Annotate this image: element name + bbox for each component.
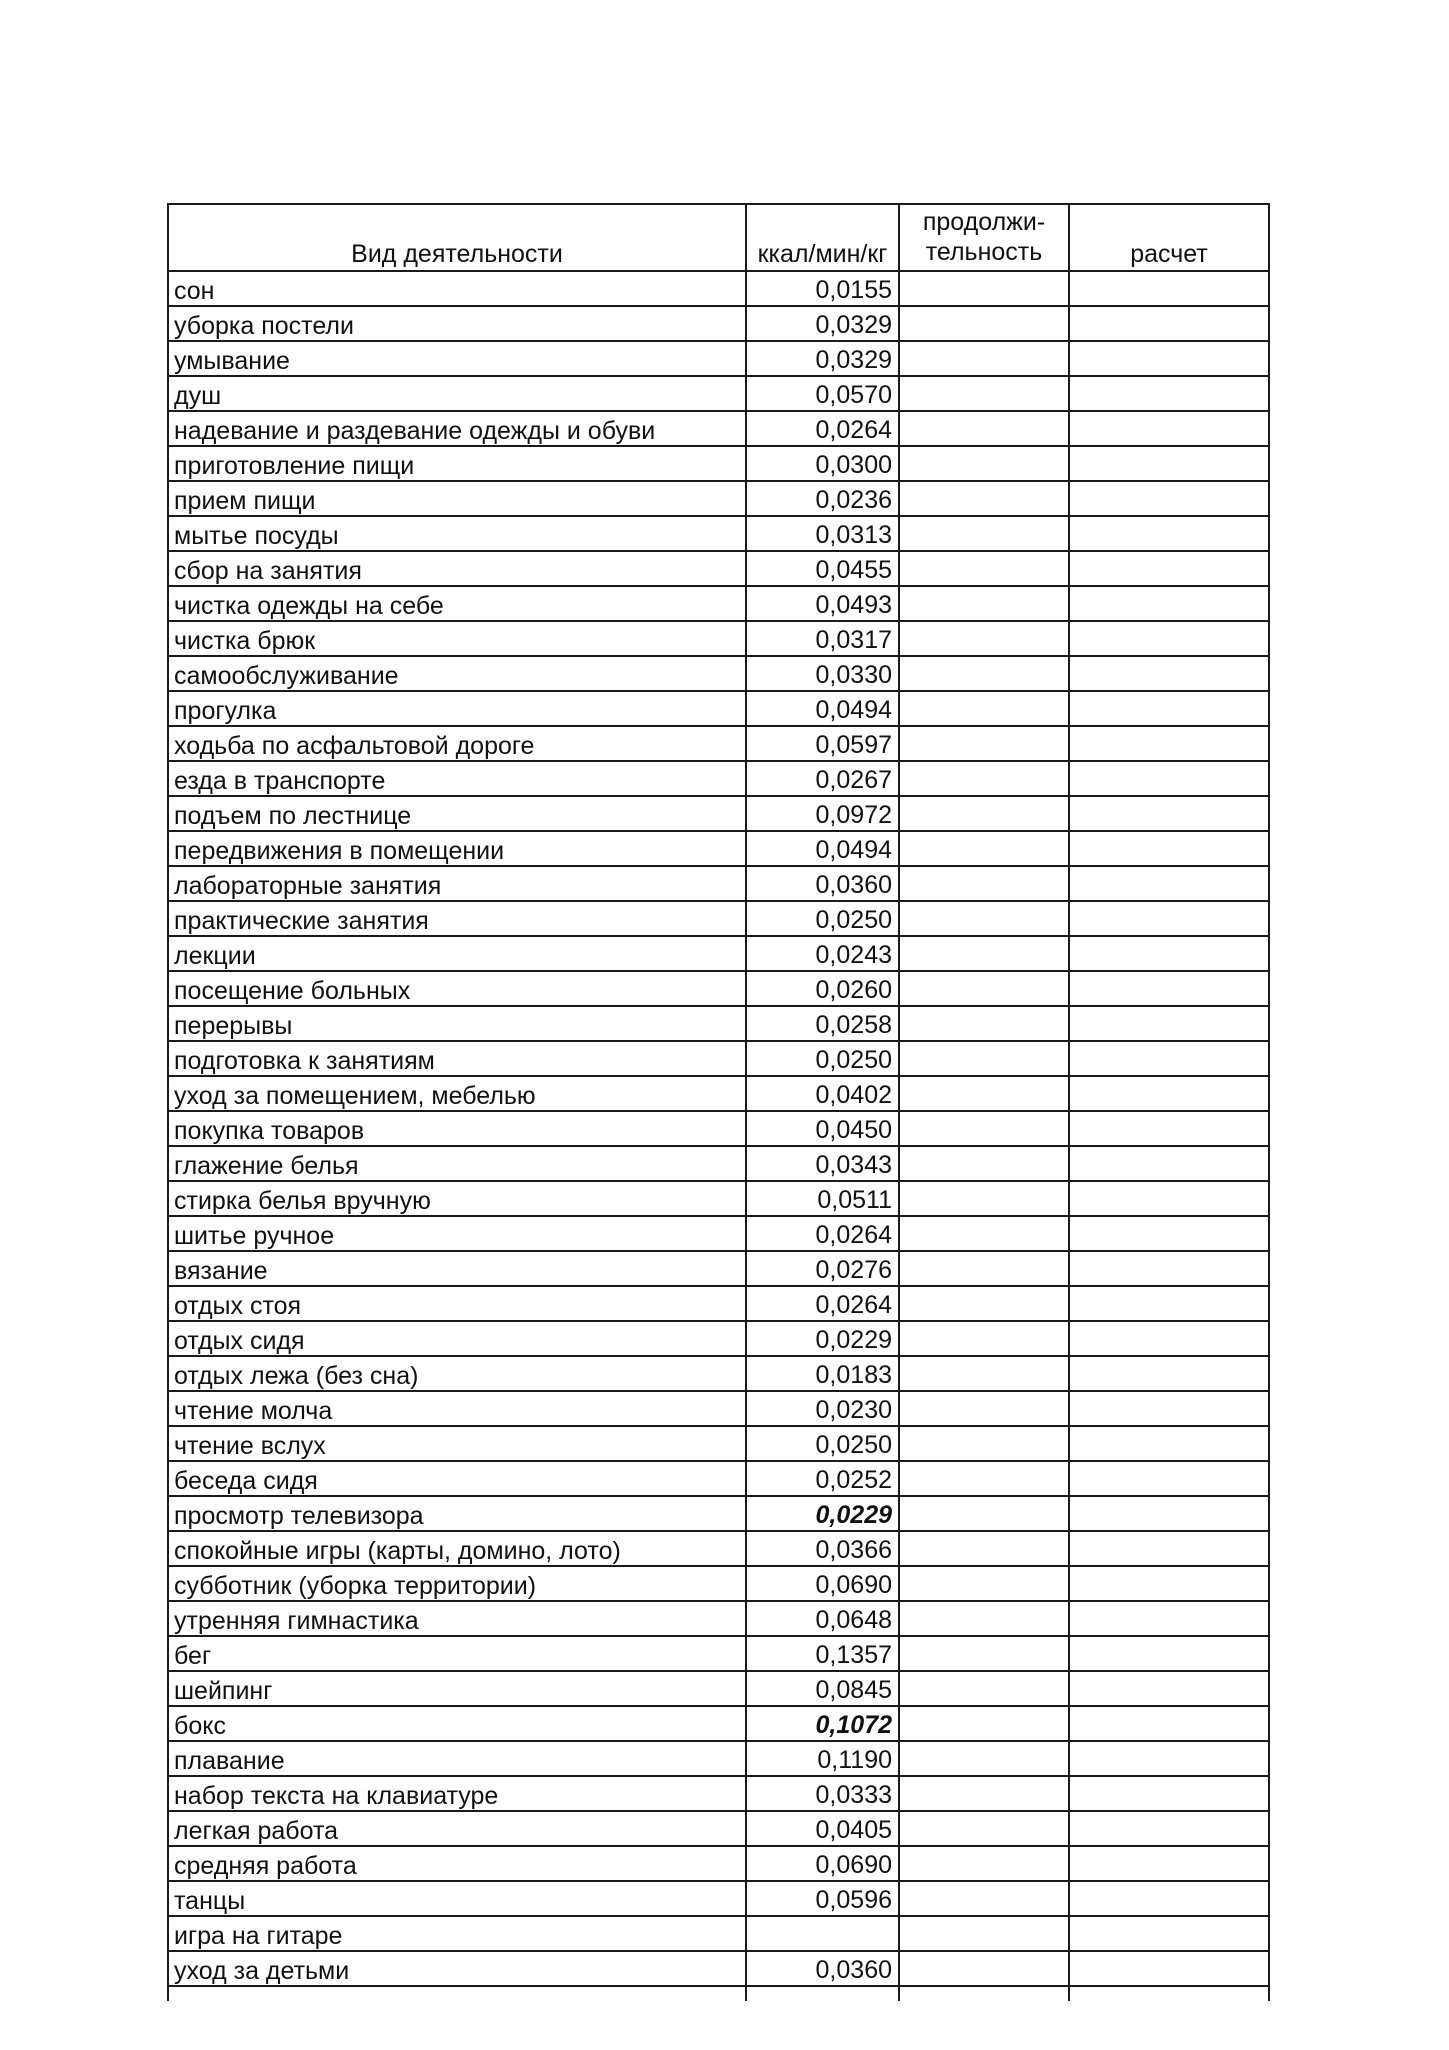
kcal-value-cell: 0,1190 xyxy=(746,1741,899,1776)
calc-cell[interactable] xyxy=(1069,341,1269,376)
table-row xyxy=(168,1601,1269,1636)
calc-cell[interactable] xyxy=(1069,1741,1269,1776)
duration-cell[interactable] xyxy=(899,1881,1069,1916)
duration-cell[interactable] xyxy=(899,1216,1069,1251)
activity-cell: приготовление пищи xyxy=(168,446,746,481)
calc-cell[interactable] xyxy=(1069,446,1269,481)
kcal-value-cell: 0,0690 xyxy=(746,1566,899,1601)
table-row xyxy=(168,761,1269,796)
activity-cell: передвижения в помещении xyxy=(168,831,746,866)
calc-cell[interactable] xyxy=(1069,1251,1269,1286)
kcal-value-cell: 0,0236 xyxy=(746,481,899,516)
activity-cell: вязание xyxy=(168,1251,746,1286)
calc-cell[interactable] xyxy=(1069,1356,1269,1391)
kcal-value-cell: 0,0313 xyxy=(746,516,899,551)
kcal-value-cell: 0,0243 xyxy=(746,936,899,971)
kcal-value-cell: 0,0330 xyxy=(746,656,899,691)
table-row xyxy=(168,481,1269,516)
duration-cell[interactable] xyxy=(899,796,1069,831)
kcal-value-cell: 0,0250 xyxy=(746,901,899,936)
kcal-value-cell: 0,1072 xyxy=(746,1706,899,1741)
activity-cell: сон xyxy=(168,271,746,306)
activity-cell: чистка одежды на себе xyxy=(168,586,746,621)
activity-cell: перерывы xyxy=(168,1006,746,1041)
table-row xyxy=(168,1076,1269,1111)
activity-cell: танцы xyxy=(168,1881,746,1916)
calc-cell[interactable] xyxy=(1069,306,1269,341)
stub-cell xyxy=(1069,1986,1269,2001)
table-row xyxy=(168,1706,1269,1741)
kcal-value-cell: 0,0648 xyxy=(746,1601,899,1636)
duration-cell[interactable] xyxy=(899,1636,1069,1671)
activity-cell: просмотр телевизора xyxy=(168,1496,746,1531)
header-row xyxy=(168,204,1269,271)
calc-cell[interactable] xyxy=(1069,1461,1269,1496)
calc-cell[interactable] xyxy=(1069,1566,1269,1601)
kcal-value-cell: 0,0402 xyxy=(746,1076,899,1111)
activity-cell: отдых сидя xyxy=(168,1321,746,1356)
activity-cell: лабораторные занятия xyxy=(168,866,746,901)
kcal-value-cell: 0,0690 xyxy=(746,1846,899,1881)
activity-cell: беседа сидя xyxy=(168,1461,746,1496)
kcal-value-cell xyxy=(746,1916,899,1951)
table-row xyxy=(168,1356,1269,1391)
kcal-value-cell: 0,0329 xyxy=(746,341,899,376)
activity-cell: бег xyxy=(168,1636,746,1671)
activity-cell: уход за помещением, мебелью xyxy=(168,1076,746,1111)
activity-cell: чтение вслух xyxy=(168,1426,746,1461)
duration-cell[interactable] xyxy=(899,1006,1069,1041)
kcal-value-cell: 0,0250 xyxy=(746,1041,899,1076)
duration-cell[interactable] xyxy=(899,1356,1069,1391)
activity-cell: утренняя гимнастика xyxy=(168,1601,746,1636)
table-row-stub xyxy=(168,1986,1269,2001)
duration-cell[interactable] xyxy=(899,1671,1069,1706)
duration-cell[interactable] xyxy=(899,1811,1069,1846)
duration-cell[interactable] xyxy=(899,1741,1069,1776)
activity-cell: уход за детьми xyxy=(168,1951,746,1986)
calc-cell[interactable] xyxy=(1069,481,1269,516)
header-unit: ккал/мин/кг xyxy=(746,204,899,271)
table-row xyxy=(168,656,1269,691)
duration-cell[interactable] xyxy=(899,551,1069,586)
calc-cell[interactable] xyxy=(1069,971,1269,1006)
calc-cell[interactable] xyxy=(1069,376,1269,411)
table-row xyxy=(168,1636,1269,1671)
calc-cell[interactable] xyxy=(1069,1951,1269,1986)
table-row xyxy=(168,446,1269,481)
table-row xyxy=(168,1846,1269,1881)
kcal-value-cell: 0,0360 xyxy=(746,866,899,901)
calc-cell[interactable] xyxy=(1069,761,1269,796)
duration-cell[interactable] xyxy=(899,1391,1069,1426)
kcal-value-cell: 0,0260 xyxy=(746,971,899,1006)
calc-cell[interactable] xyxy=(1069,1601,1269,1636)
table-row xyxy=(168,971,1269,1006)
table-row xyxy=(168,306,1269,341)
activity-cell: подготовка к занятиям xyxy=(168,1041,746,1076)
duration-cell[interactable] xyxy=(899,1076,1069,1111)
activity-cell: бокс xyxy=(168,1706,746,1741)
calc-cell[interactable] xyxy=(1069,1881,1269,1916)
duration-cell[interactable] xyxy=(899,971,1069,1006)
activity-cell: чистка брюк xyxy=(168,621,746,656)
activity-cell: субботник (уборка территории) xyxy=(168,1566,746,1601)
table-row xyxy=(168,936,1269,971)
activity-cell: лекции xyxy=(168,936,746,971)
duration-cell[interactable] xyxy=(899,376,1069,411)
kcal-value-cell: 0,0329 xyxy=(746,306,899,341)
table-row xyxy=(168,1181,1269,1216)
calc-cell[interactable] xyxy=(1069,1146,1269,1181)
table-row xyxy=(168,1111,1269,1146)
activity-cell: покупка товаров xyxy=(168,1111,746,1146)
calc-cell[interactable] xyxy=(1069,1286,1269,1321)
kcal-value-cell: 0,0360 xyxy=(746,1951,899,1986)
table-row xyxy=(168,586,1269,621)
kcal-value-cell: 0,0183 xyxy=(746,1356,899,1391)
table-row xyxy=(168,1881,1269,1916)
stub-cell xyxy=(746,1986,899,2001)
calc-cell[interactable] xyxy=(1069,586,1269,621)
activity-cell: спокойные игры (карты, домино, лото) xyxy=(168,1531,746,1566)
activity-cell: отдых лежа (без сна) xyxy=(168,1356,746,1391)
activity-cell: стирка белья вручную xyxy=(168,1181,746,1216)
activity-cell: уборка постели xyxy=(168,306,746,341)
table-row xyxy=(168,1566,1269,1601)
duration-cell[interactable] xyxy=(899,1496,1069,1531)
table-row xyxy=(168,1006,1269,1041)
activity-cell: средняя работа xyxy=(168,1846,746,1881)
activity-cell: набор текста на клавиатуре xyxy=(168,1776,746,1811)
duration-cell[interactable] xyxy=(899,1286,1069,1321)
activity-cell: легкая работа xyxy=(168,1811,746,1846)
calc-cell[interactable] xyxy=(1069,866,1269,901)
duration-cell[interactable] xyxy=(899,1181,1069,1216)
table-row xyxy=(168,1671,1269,1706)
table-row xyxy=(168,1496,1269,1531)
activity-cell: отдых стоя xyxy=(168,1286,746,1321)
activity-cell: глажение белья xyxy=(168,1146,746,1181)
kcal-value-cell: 0,0494 xyxy=(746,831,899,866)
kcal-value-cell: 0,0511 xyxy=(746,1181,899,1216)
kcal-value-cell: 0,0250 xyxy=(746,1426,899,1461)
duration-cell[interactable] xyxy=(899,1321,1069,1356)
activity-cell: практические занятия xyxy=(168,901,746,936)
table-row xyxy=(168,1041,1269,1076)
calc-cell[interactable] xyxy=(1069,1216,1269,1251)
table-row xyxy=(168,901,1269,936)
duration-cell[interactable] xyxy=(899,586,1069,621)
activity-cell: умывание xyxy=(168,341,746,376)
kcal-value-cell: 0,0229 xyxy=(746,1321,899,1356)
duration-cell[interactable] xyxy=(899,1461,1069,1496)
calc-cell[interactable] xyxy=(1069,1006,1269,1041)
kcal-value-cell: 0,0972 xyxy=(746,796,899,831)
table-row xyxy=(168,866,1269,901)
kcal-value-cell: 0,0597 xyxy=(746,726,899,761)
table-row xyxy=(168,551,1269,586)
calc-cell[interactable] xyxy=(1069,1321,1269,1356)
table-row xyxy=(168,516,1269,551)
duration-cell[interactable] xyxy=(899,691,1069,726)
calc-cell[interactable] xyxy=(1069,1811,1269,1846)
table-row xyxy=(168,691,1269,726)
table-row xyxy=(168,341,1269,376)
duration-cell[interactable] xyxy=(899,656,1069,691)
duration-cell[interactable] xyxy=(899,1951,1069,1986)
header-duration: продолжи- тельность xyxy=(899,204,1069,271)
kcal-value-cell: 0,0252 xyxy=(746,1461,899,1496)
activity-cell: сбор на занятия xyxy=(168,551,746,586)
duration-cell[interactable] xyxy=(899,446,1069,481)
calc-cell[interactable] xyxy=(1069,1776,1269,1811)
kcal-value-cell: 0,0264 xyxy=(746,1286,899,1321)
calc-cell[interactable] xyxy=(1069,656,1269,691)
calc-cell[interactable] xyxy=(1069,1706,1269,1741)
table-row xyxy=(168,1216,1269,1251)
duration-cell[interactable] xyxy=(899,1531,1069,1566)
stub-cell xyxy=(899,1986,1069,2001)
calc-cell[interactable] xyxy=(1069,1111,1269,1146)
calc-cell[interactable] xyxy=(1069,1531,1269,1566)
duration-cell[interactable] xyxy=(899,726,1069,761)
activity-cell: самообслуживание xyxy=(168,656,746,691)
calc-cell[interactable] xyxy=(1069,621,1269,656)
table-row xyxy=(168,1531,1269,1566)
kcal-value-cell: 0,0570 xyxy=(746,376,899,411)
kcal-value-cell: 0,0155 xyxy=(746,271,899,306)
activity-cell: игра на гитаре xyxy=(168,1916,746,1951)
kcal-value-cell: 0,0229 xyxy=(746,1496,899,1531)
header-activity: Вид деятельности xyxy=(168,204,746,271)
kcal-value-cell: 0,0596 xyxy=(746,1881,899,1916)
calc-cell[interactable] xyxy=(1069,1916,1269,1951)
kcal-value-cell: 0,1357 xyxy=(746,1636,899,1671)
kcal-value-cell: 0,0317 xyxy=(746,621,899,656)
kcal-value-cell: 0,0276 xyxy=(746,1251,899,1286)
table-row xyxy=(168,1251,1269,1286)
calc-cell[interactable] xyxy=(1069,551,1269,586)
kcal-value-cell: 0,0230 xyxy=(746,1391,899,1426)
header-calc: расчет xyxy=(1069,204,1269,271)
kcal-value-cell: 0,0300 xyxy=(746,446,899,481)
activity-cell: надевание и раздевание одежды и обуви xyxy=(168,411,746,446)
table-row xyxy=(168,1426,1269,1461)
kcal-value-cell: 0,0264 xyxy=(746,1216,899,1251)
calc-cell[interactable] xyxy=(1069,831,1269,866)
activity-cell: мытье посуды xyxy=(168,516,746,551)
duration-cell[interactable] xyxy=(899,271,1069,306)
calc-cell[interactable] xyxy=(1069,726,1269,761)
activity-cell: чтение молча xyxy=(168,1391,746,1426)
calc-cell[interactable] xyxy=(1069,691,1269,726)
activity-cell: прием пищи xyxy=(168,481,746,516)
table-row xyxy=(168,1461,1269,1496)
calc-cell[interactable] xyxy=(1069,271,1269,306)
duration-cell[interactable] xyxy=(899,1706,1069,1741)
kcal-value-cell: 0,0264 xyxy=(746,411,899,446)
activity-cell: ходьба по асфальтовой дороге xyxy=(168,726,746,761)
stub-cell xyxy=(168,1986,746,2001)
duration-cell[interactable] xyxy=(899,341,1069,376)
duration-cell[interactable] xyxy=(899,1111,1069,1146)
calc-cell[interactable] xyxy=(1069,1041,1269,1076)
duration-cell[interactable] xyxy=(899,1041,1069,1076)
table-row xyxy=(168,411,1269,446)
kcal-value-cell: 0,0267 xyxy=(746,761,899,796)
kcal-value-cell: 0,0366 xyxy=(746,1531,899,1566)
kcal-value-cell: 0,0494 xyxy=(746,691,899,726)
table-row xyxy=(168,1741,1269,1776)
duration-cell[interactable] xyxy=(899,1146,1069,1181)
duration-cell[interactable] xyxy=(899,1916,1069,1951)
activity-cell: шитье ручное xyxy=(168,1216,746,1251)
duration-cell[interactable] xyxy=(899,411,1069,446)
calc-cell[interactable] xyxy=(1069,1846,1269,1881)
kcal-value-cell: 0,0455 xyxy=(746,551,899,586)
kcal-value-cell: 0,0493 xyxy=(746,586,899,621)
duration-cell[interactable] xyxy=(899,306,1069,341)
kcal-value-cell: 0,0333 xyxy=(746,1776,899,1811)
activity-cell: шейпинг xyxy=(168,1671,746,1706)
calc-cell[interactable] xyxy=(1069,411,1269,446)
duration-cell[interactable] xyxy=(899,761,1069,796)
kcal-value-cell: 0,0450 xyxy=(746,1111,899,1146)
table-row xyxy=(168,621,1269,656)
duration-cell[interactable] xyxy=(899,1846,1069,1881)
calc-cell[interactable] xyxy=(1069,1181,1269,1216)
duration-cell[interactable] xyxy=(899,1566,1069,1601)
calc-cell[interactable] xyxy=(1069,1671,1269,1706)
duration-cell[interactable] xyxy=(899,621,1069,656)
kcal-value-cell: 0,0343 xyxy=(746,1146,899,1181)
table-row xyxy=(168,831,1269,866)
table-row xyxy=(168,376,1269,411)
activity-cell: душ xyxy=(168,376,746,411)
table-row xyxy=(168,1916,1269,1951)
table-row xyxy=(168,1286,1269,1321)
activity-cell: езда в транспорте xyxy=(168,761,746,796)
calc-cell[interactable] xyxy=(1069,936,1269,971)
duration-cell[interactable] xyxy=(899,1251,1069,1286)
duration-cell[interactable] xyxy=(899,831,1069,866)
calc-cell[interactable] xyxy=(1069,516,1269,551)
table-row xyxy=(168,271,1269,306)
activity-energy-table xyxy=(167,203,1270,2001)
table-row xyxy=(168,796,1269,831)
kcal-value-cell: 0,0845 xyxy=(746,1671,899,1706)
duration-cell[interactable] xyxy=(899,866,1069,901)
duration-cell[interactable] xyxy=(899,1601,1069,1636)
duration-cell[interactable] xyxy=(899,1776,1069,1811)
kcal-value-cell: 0,0258 xyxy=(746,1006,899,1041)
table-row xyxy=(168,1776,1269,1811)
calc-cell[interactable] xyxy=(1069,1426,1269,1461)
activity-cell: прогулка xyxy=(168,691,746,726)
calc-cell[interactable] xyxy=(1069,901,1269,936)
duration-cell[interactable] xyxy=(899,481,1069,516)
table-row xyxy=(168,1146,1269,1181)
duration-cell[interactable] xyxy=(899,516,1069,551)
table-row xyxy=(168,1951,1269,1986)
activity-cell: плавание xyxy=(168,1741,746,1776)
calc-cell[interactable] xyxy=(1069,1496,1269,1531)
calc-cell[interactable] xyxy=(1069,1391,1269,1426)
table-row xyxy=(168,1321,1269,1356)
calc-cell[interactable] xyxy=(1069,1636,1269,1671)
table-row xyxy=(168,726,1269,761)
duration-cell[interactable] xyxy=(899,901,1069,936)
table-row xyxy=(168,1391,1269,1426)
activity-cell: подъем по лестнице xyxy=(168,796,746,831)
duration-cell[interactable] xyxy=(899,1426,1069,1461)
kcal-value-cell: 0,0405 xyxy=(746,1811,899,1846)
duration-cell[interactable] xyxy=(899,936,1069,971)
table-row xyxy=(168,1811,1269,1846)
activity-cell: посещение больных xyxy=(168,971,746,1006)
calc-cell[interactable] xyxy=(1069,1076,1269,1111)
calc-cell[interactable] xyxy=(1069,796,1269,831)
